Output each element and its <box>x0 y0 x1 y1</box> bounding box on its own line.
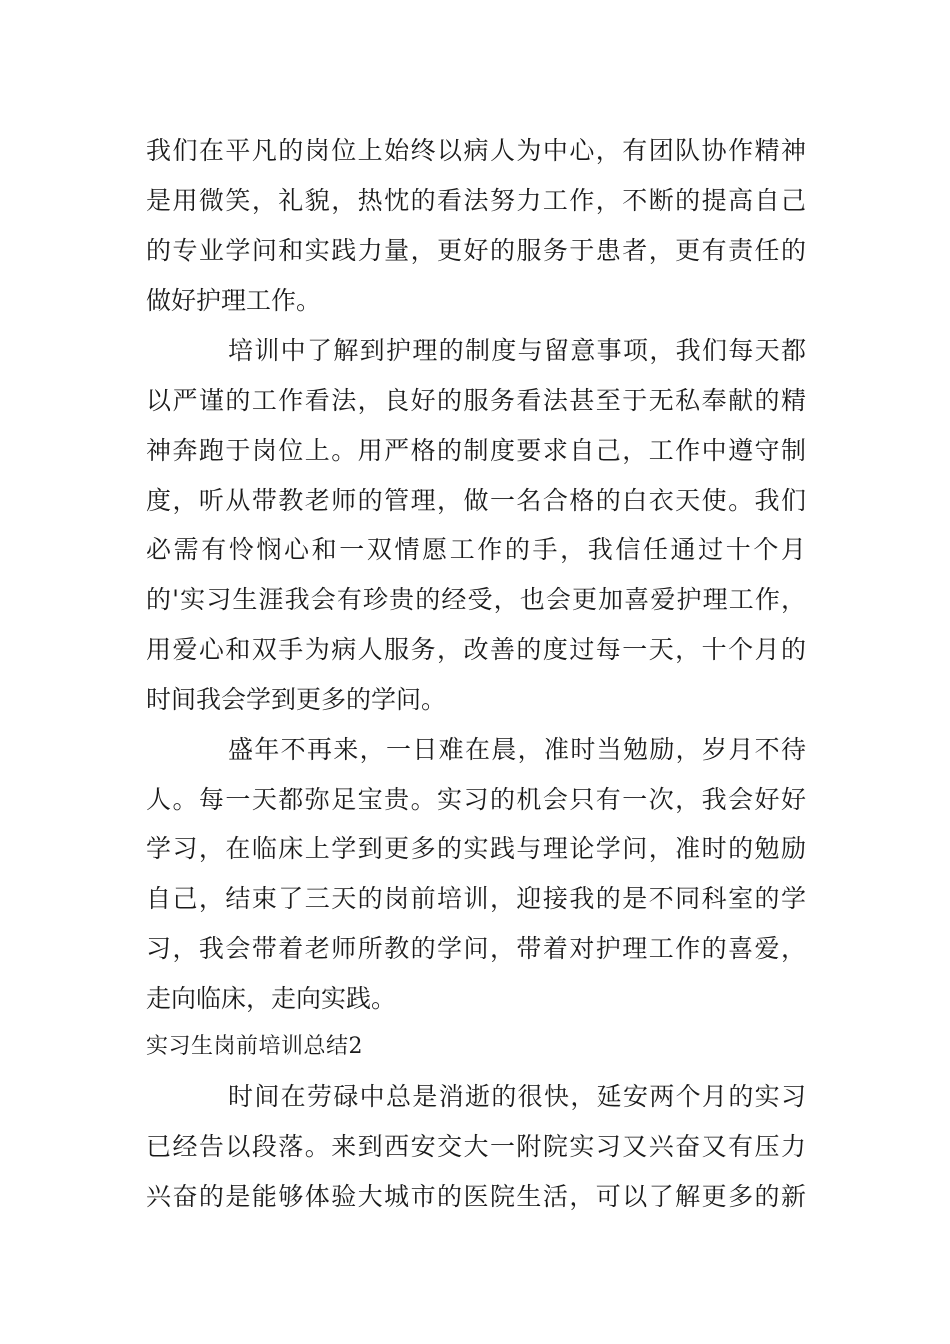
paragraph-1-line-3: 的专业学问和实践力量，更好的服务于患者，更有责任的 <box>146 236 806 265</box>
paragraph-2-line-8: 时间我会学到更多的学问。 <box>146 685 447 714</box>
paragraph-2-line-1: 培训中了解到护理的制度与留意事项，我们每天都 <box>228 336 806 365</box>
paragraph-1-line-4: 做好护理工作。 <box>146 286 322 315</box>
paragraph-3-line-3: 学习，在临床上学到更多的实践与理论学问，准时的勉励 <box>146 834 806 863</box>
paragraph-3-line-1: 盛年不再来，一日难在晨，准时当勉励，岁月不待 <box>228 735 806 764</box>
paragraph-1-line-1: 我们在平凡的岗位上始终以病人为中心，有团队协作精神 <box>146 136 806 165</box>
paragraph-3-line-2: 人。每一天都弥足宝贵。实习的机会只有一次，我会好好 <box>146 785 806 814</box>
paragraph-2-line-3: 神奔跑于岗位上。用严格的制度要求自己，工作中遵守制 <box>146 436 806 465</box>
paragraph-3-line-5: 习，我会带着老师所教的学问，带着对护理工作的喜爱， <box>146 934 806 963</box>
section-heading: 实习生岗前培训总结2 <box>146 1034 363 1059</box>
paragraph-2-line-6: 的'实习生涯我会有珍贵的经受，也会更加喜爱护理工作， <box>146 585 806 614</box>
paragraph-2-line-5: 必需有怜悯心和一双情愿工作的手，我信任通过十个月 <box>146 535 806 564</box>
paragraph-3-line-6: 走向临床，走向实践。 <box>146 984 397 1013</box>
paragraph-4-line-1: 时间在劳碌中总是消逝的很快，延安两个月的实习 <box>228 1082 806 1111</box>
paragraph-2-line-2: 以严谨的工作看法，良好的服务看法甚至于无私奉献的精 <box>146 386 806 415</box>
paragraph-2-line-4: 度，听从带教老师的管理，做一名合格的白衣天使。我们 <box>146 486 806 515</box>
paragraph-4-line-2: 已经告以段落。来到西安交大一附院实习又兴奋又有压力 <box>146 1132 806 1161</box>
paragraph-1-line-2: 是用微笑，礼貌，热忱的看法努力工作，不断的提高自己 <box>146 186 806 215</box>
paragraph-3-line-4: 自己，结束了三天的岗前培训，迎接我的是不同科室的学 <box>146 884 806 913</box>
paragraph-4-line-3: 兴奋的是能够体验大城市的医院生活，可以了解更多的新 <box>146 1182 806 1211</box>
paragraph-2-line-7: 用爱心和双手为病人服务，改善的度过每一天，十个月的 <box>146 635 806 664</box>
